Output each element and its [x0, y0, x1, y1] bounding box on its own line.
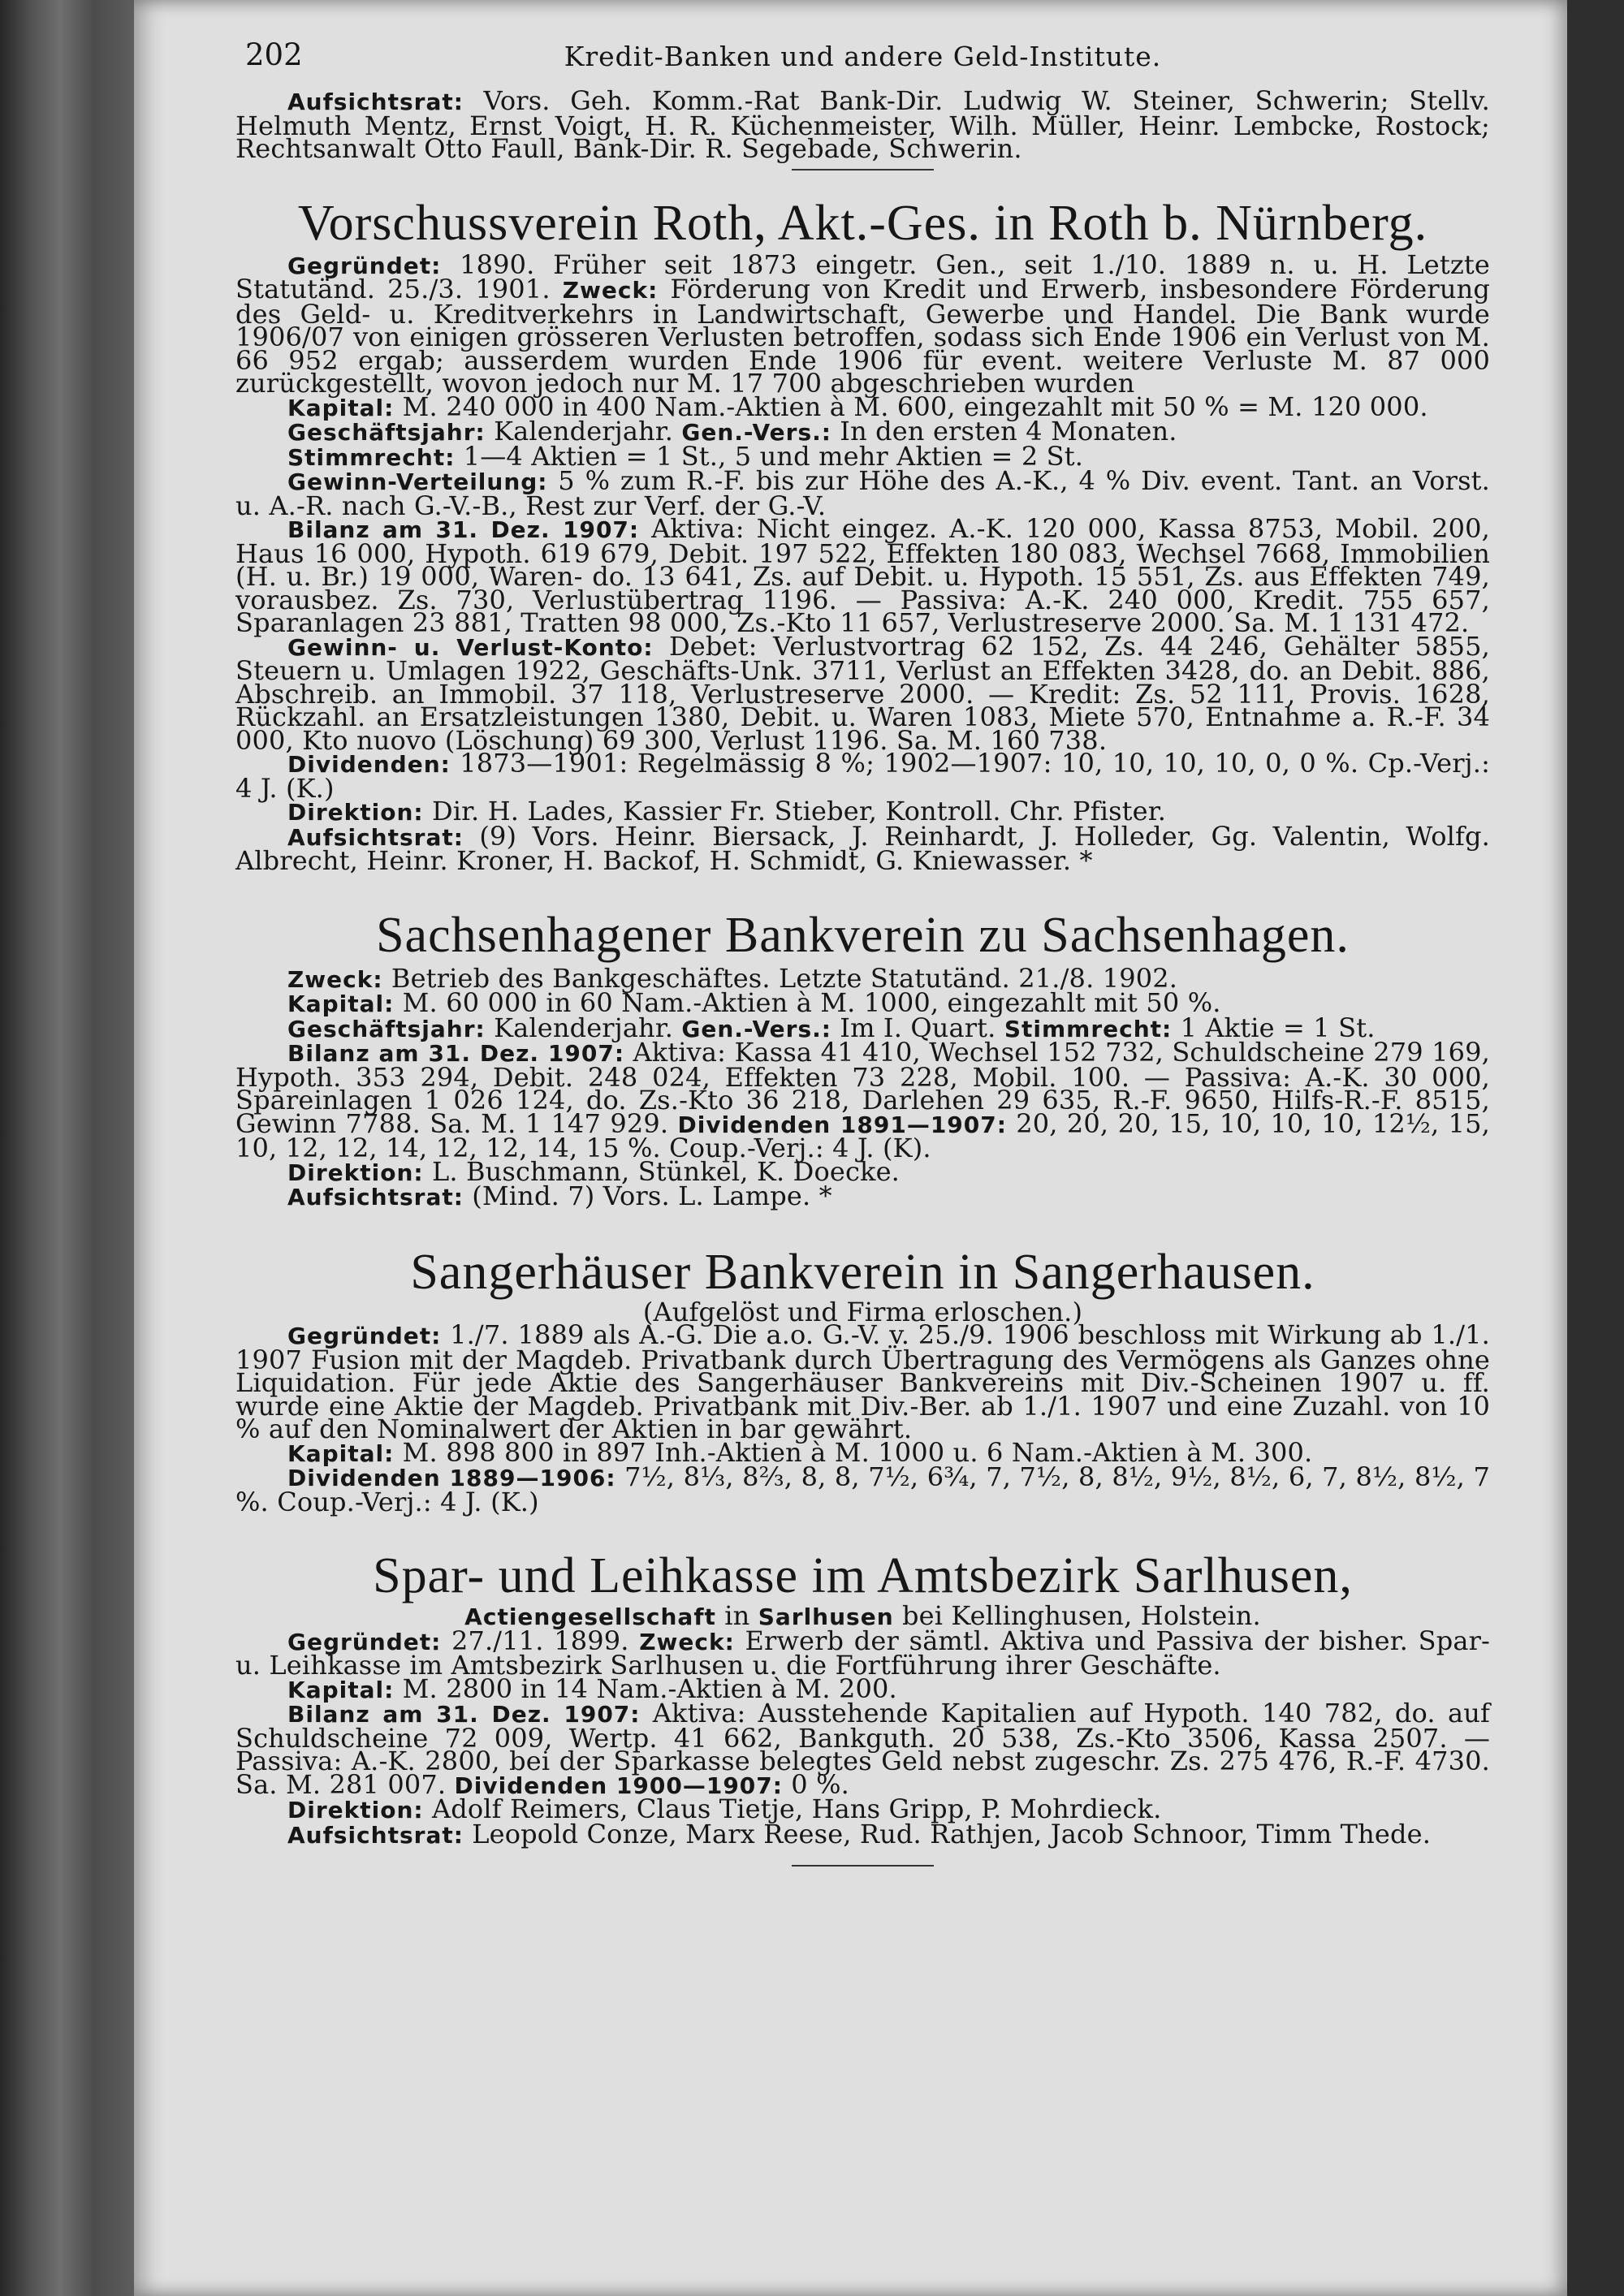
- field-label: Direktion:: [287, 1159, 424, 1186]
- field-text: Kalenderjahr.: [494, 1012, 674, 1043]
- field-label: Dividenden:: [287, 751, 451, 778]
- field-text: Förderung von Kredit und Erwerb, insbesondere Förderung des Geld- u. Kreditverkehrs in Landwirtschaft, Gewerbe und Handel. Die Bank wurde 1906/07 von einigen grösseren Verlusten betroffen, sodass sich Ende 1906 ein Verlust von M. 66 952 ergab; ausserdem wurden Ende 1906 für event. weitere Verluste M. 87 000 zurückgestellt, wovon jedoch nur M. 17 700 abgeschrieben wurden: [235, 274, 1490, 399]
- entry-paragraph: [235, 1625, 1490, 1681]
- entry-paragraph: [235, 748, 1491, 804]
- field-text: M. 898 800 in 897 Inh.-Aktien à M. 1000 u. 6 Nam.-Aktien à M. 300.: [402, 1436, 1313, 1468]
- field-label: Geschäftsjahr:: [287, 1015, 486, 1042]
- entry-title: Sachsenhagener Bankverein zu Sachsenhagen.: [376, 907, 1350, 963]
- field-text: Kalenderjahr.: [494, 416, 674, 447]
- entry-subtitle: (Aufgelöst und Firma erloschen.): [642, 1296, 1083, 1327]
- field-text: 0 %.: [791, 1768, 850, 1800]
- entry-sangerhaeuser-bankverein: [235, 1244, 1490, 1517]
- field-text: (9) Vors. Heinr. Biersack, J. Reinhardt, J. Holleder, Gg. Valentin, Wolfg. Albrecht, Heinr. Kroner, H. Backof, H. Schmidt, G. Kniewasser. *: [235, 820, 1490, 876]
- entry-paragraph: [235, 1818, 1490, 1849]
- entry-paragraph: [235, 1180, 1490, 1211]
- field-label: Aufsichtsrat:: [287, 1821, 464, 1849]
- field-text: Im I. Quart.: [840, 1012, 996, 1043]
- field-label: Dividenden 1891—1907:: [677, 1111, 1007, 1138]
- field-label: Gewinn-Verteilung:: [287, 468, 548, 495]
- field-text: Aktiva: Kassa 41 410, Wechsel 152 732, Schuldscheine 279 169, Hypoth. 353 294, Debit. 248 024, Effekten 73 228, Mobil. 100. — Passiva: A.-K. 30 000, Spareinlagen 1 026 124, do. Zs.-Kto 36 218, Darlehen 29 635, R.-F. 9650, Hilfs-R.-F. 8515, Gewinn 7788. Sa. M. 1 147 929.: [235, 1037, 1490, 1139]
- subtitle-text: bei Kellinghusen, Holstein.: [901, 1600, 1261, 1631]
- entry-paragraph: [235, 1698, 1491, 1800]
- page-header: [235, 32, 1490, 89]
- entry-paragraph: [235, 630, 1490, 756]
- page-content: [235, 32, 1490, 1867]
- field-label: Gewinn- u. Verlust-Konto:: [287, 633, 654, 661]
- field-label: Kapital:: [287, 990, 395, 1017]
- field-text: 1890. Früher seit 1873 eingetr. Gen., seit 1./10. 1889 n. u. H. Letzte Statutänd. 25./3. 1901.: [235, 248, 1491, 304]
- entry-paragraph: [235, 248, 1491, 399]
- field-text: Leopold Conze, Marx Reese, Rud. Rathjen, Jacob Schnoor, Timm Thede.: [472, 1818, 1432, 1849]
- field-label: Gen.-Vers.:: [681, 1015, 831, 1042]
- section-divider: [792, 1865, 934, 1867]
- field-text: 7½, 8⅓, 8⅔, 8, 8, 7½, 6¾, 7, 7½, 8, 8½, 9½, 8½, 6, 7, 8½, 8½, 7 %. Coup.-Verj.: 4 J. (K.): [235, 1461, 1490, 1517]
- field-label: Kapital:: [287, 1439, 395, 1467]
- field-label: Zweck:: [562, 277, 659, 304]
- field-label: Gen.-Vers.:: [681, 419, 831, 446]
- field-label: Zweck:: [287, 965, 383, 993]
- field-label: Stimmrecht:: [287, 443, 456, 471]
- field-label: Kapital:: [287, 394, 395, 421]
- field-text: L. Buschmann, Stünkel, K. Doecke.: [431, 1155, 900, 1187]
- field-label: Stimmrecht:: [1004, 1015, 1173, 1042]
- field-text: 5 % zum R.-F. bis zur Höhe des A.-K., 4 % Div. event. Tant. an Vorst. u. A.-R. nach G.-V.-B., Rest zur Verf. der G.-V.: [235, 465, 1490, 521]
- field-label: Kapital:: [287, 1676, 395, 1703]
- entry-paragraph: [235, 85, 1490, 164]
- book-page: [134, 0, 1567, 2296]
- subtitle-text: in: [724, 1600, 750, 1631]
- field-text: Debet: Verlustvortrag 62 152, Zs. 44 246, Gehälter 5855, Steuern u. Umlagen 1922, Geschäfts-Unk. 3711, Verlust an Effekten 3428, do. an Debit. 886, Abschreib. an Immobil. 37 118, Verlustreserve 2000. — Kredit: Zs. 52 111, Provis. 1628, Rückzahl. an Ersatzleistungen 1380, Debit. u. Waren 1083, Miete 570, Entnahme a. R.-F. 34 000, Kto nuovo (Löschung) 69 300, Verlust 1196. Sa. M. 160 738.: [235, 630, 1490, 756]
- field-label: Zweck:: [639, 1628, 735, 1655]
- field-label: Aufsichtsrat:: [287, 1184, 464, 1211]
- subtitle-bold: Sarlhusen: [758, 1603, 894, 1630]
- field-text: Dir. H. Lades, Kassier Fr. Stieber, Kontroll. Chr. Pfister.: [431, 796, 1167, 826]
- entry-paragraph: [235, 1037, 1490, 1163]
- field-label: Aufsichtsrat:: [287, 88, 464, 115]
- field-text: Betrieb des Bankgeschäftes. Letzte Statutänd. 21./8. 1902.: [391, 962, 1178, 994]
- entry-paragraph: [235, 513, 1491, 638]
- entry-spar-und-leihkasse-sarlhusen: [235, 1548, 1491, 1849]
- entry-title: Vorschussverein Roth, Akt.-Ges. in Roth b. Nürnberg.: [297, 195, 1428, 251]
- field-text: M. 60 000 in 60 Nam.-Aktien à M. 1000, eingezahlt mit 50 %.: [402, 987, 1221, 1018]
- field-text: (Mind. 7) Vors. L. Lampe. *: [472, 1180, 832, 1211]
- field-text: 1873—1901: Regelmässig 8 %; 1902—1907: 10, 10, 10, 10, 0, 0 %. Cp.-Verj.: 4 J. (K.): [235, 748, 1491, 804]
- field-label: Bilanz am 31. Dez. 1907:: [287, 1040, 625, 1067]
- field-label: Direktion:: [287, 799, 424, 826]
- entry-continuation: [235, 85, 1490, 164]
- book-spine: [0, 0, 134, 2296]
- field-text: M. 2800 in 14 Nam.-Aktien à M. 200.: [402, 1672, 897, 1704]
- field-text: 1 Aktie = 1 St.: [1180, 1012, 1376, 1043]
- subtitle-bold: Actiengesellschaft: [464, 1603, 716, 1630]
- entry-vorschussverein-roth: [235, 195, 1491, 876]
- page-number: 202: [245, 37, 303, 72]
- entry-title: Sangerhäuser Bankverein in Sangerhausen.: [410, 1244, 1315, 1300]
- field-text: Aktiva: Ausstehende Kapitalien auf Hypoth. 140 782, do. auf Schuldscheine 72 009, Wertp. 41 662, Bankguth. 20 538, Zs.-Kto 3506, Kassa 2507. — Passiva: A.-K. 2800, bei der Sparkasse belegtes Geld nebst zugeschr. Zs. 275 476, R.-F. 4730. Sa. M. 281 007.: [235, 1698, 1491, 1800]
- field-text: Adolf Reimers, Claus Tietje, Hans Gripp, P. Mohrdieck.: [431, 1793, 1162, 1824]
- field-label: Bilanz am 31. Dez. 1907:: [287, 516, 640, 543]
- field-text: M. 240 000 in 400 Nam.-Aktien à M. 600, eingezahlt mit 50 % = M. 120 000.: [402, 391, 1428, 422]
- field-text: Aktiva: Nicht eingez. A.-K. 120 000, Kassa 8753, Mobil. 200, Haus 16 000, Hypoth. 619 679, Debit. 197 522, Effekten 180 083, Wechsel 7668, Immobilien (H. u. Br.) 19 000, Waren- do. 13 641, Zs. auf Debit. u. Hypoth. 15 551, Zs. aus Effekten 749, vorausbez. Zs. 730, Verlustübertrag 1196. — Passiva: A.-K. 240 000, Kredit. 755 657, Sparanlagen 23 881, Tratten 98 000, Zs.-Kto 11 657, Verlustreserve 2000. Sa. M. 1 131 472.: [235, 513, 1491, 638]
- field-text: Vors. Geh. Komm.-Rat Bank-Dir. Ludwig W. Steiner, Schwerin; Stellv. Helmuth Mentz, Ernst Voigt, H. R. Küchenmeister, Wilh. Müller, Heinr. Lembcke, Rostock; Rechtsanwalt Otto Faull, Bank-Dir. R. Segebade, Schwerin.: [235, 85, 1490, 164]
- field-text: 27./11. 1899.: [451, 1625, 629, 1656]
- field-label: Gegründet:: [287, 1323, 442, 1349]
- section-divider: [792, 169, 934, 170]
- entry-paragraph: [235, 1319, 1490, 1444]
- field-label: Gegründet:: [287, 1628, 442, 1655]
- field-text: Erwerb der sämtl. Aktiva und Passiva der bisher. Spar- u. Leihkasse im Amtsbezirk Sarlhusen u. die Fortführung ihrer Geschäfte.: [235, 1625, 1490, 1681]
- field-label: Dividenden 1889—1906:: [287, 1465, 616, 1491]
- field-text: In den ersten 4 Monaten.: [840, 416, 1177, 447]
- field-text: 1—4 Aktien = 1 St., 5 und mehr Aktien = 2 St.: [463, 440, 1084, 472]
- entry-paragraph: [235, 1461, 1490, 1517]
- entry-paragraph: [235, 820, 1490, 876]
- field-label: Geschäftsjahr:: [287, 419, 486, 446]
- field-label: Gegründet:: [287, 252, 442, 279]
- entry-sachsenhagener-bankverein: [235, 907, 1490, 1211]
- entry-paragraph: [235, 1155, 1490, 1187]
- field-label: Dividenden 1900—1907:: [454, 1772, 783, 1799]
- field-label: Bilanz am 31. Dez. 1907:: [287, 1701, 641, 1728]
- field-text: 20, 20, 20, 15, 10, 10, 10, 12½, 15, 10, 12, 12, 14, 12, 12, 14, 15 %. Coup.-Verj.: 4 J. (K).: [235, 1107, 1490, 1163]
- entry-paragraph: [235, 465, 1490, 521]
- field-label: Aufsichtsrat:: [287, 823, 464, 851]
- field-label: Direktion:: [287, 1797, 424, 1823]
- running-title: Kredit-Banken und andere Geld-Institute.: [564, 41, 1162, 72]
- field-text: 1./7. 1889 als A.-G. Die a.o. G.-V. v. 25./9. 1906 beschloss mit Wirkung ab 1./1. 1907 Fusion mit der Magdeb. Privatbank durch Übertragung des Vermögens als Ganzes ohne Liquidation. Für jede Aktie des Sangerhäuser Bankvereins mit Div.-Scheinen 1907 u. ff. wurde eine Aktie der Magdeb. Privatbank mit Div.-Ber. ab 1./1. 1907 und eine Zuzahl. von 10 % auf den Nominalwert der Aktien in bar gewährt.: [235, 1319, 1490, 1444]
- entry-title: Spar- und Leihkasse im Amtsbezirk Sarlhusen,: [373, 1548, 1353, 1603]
